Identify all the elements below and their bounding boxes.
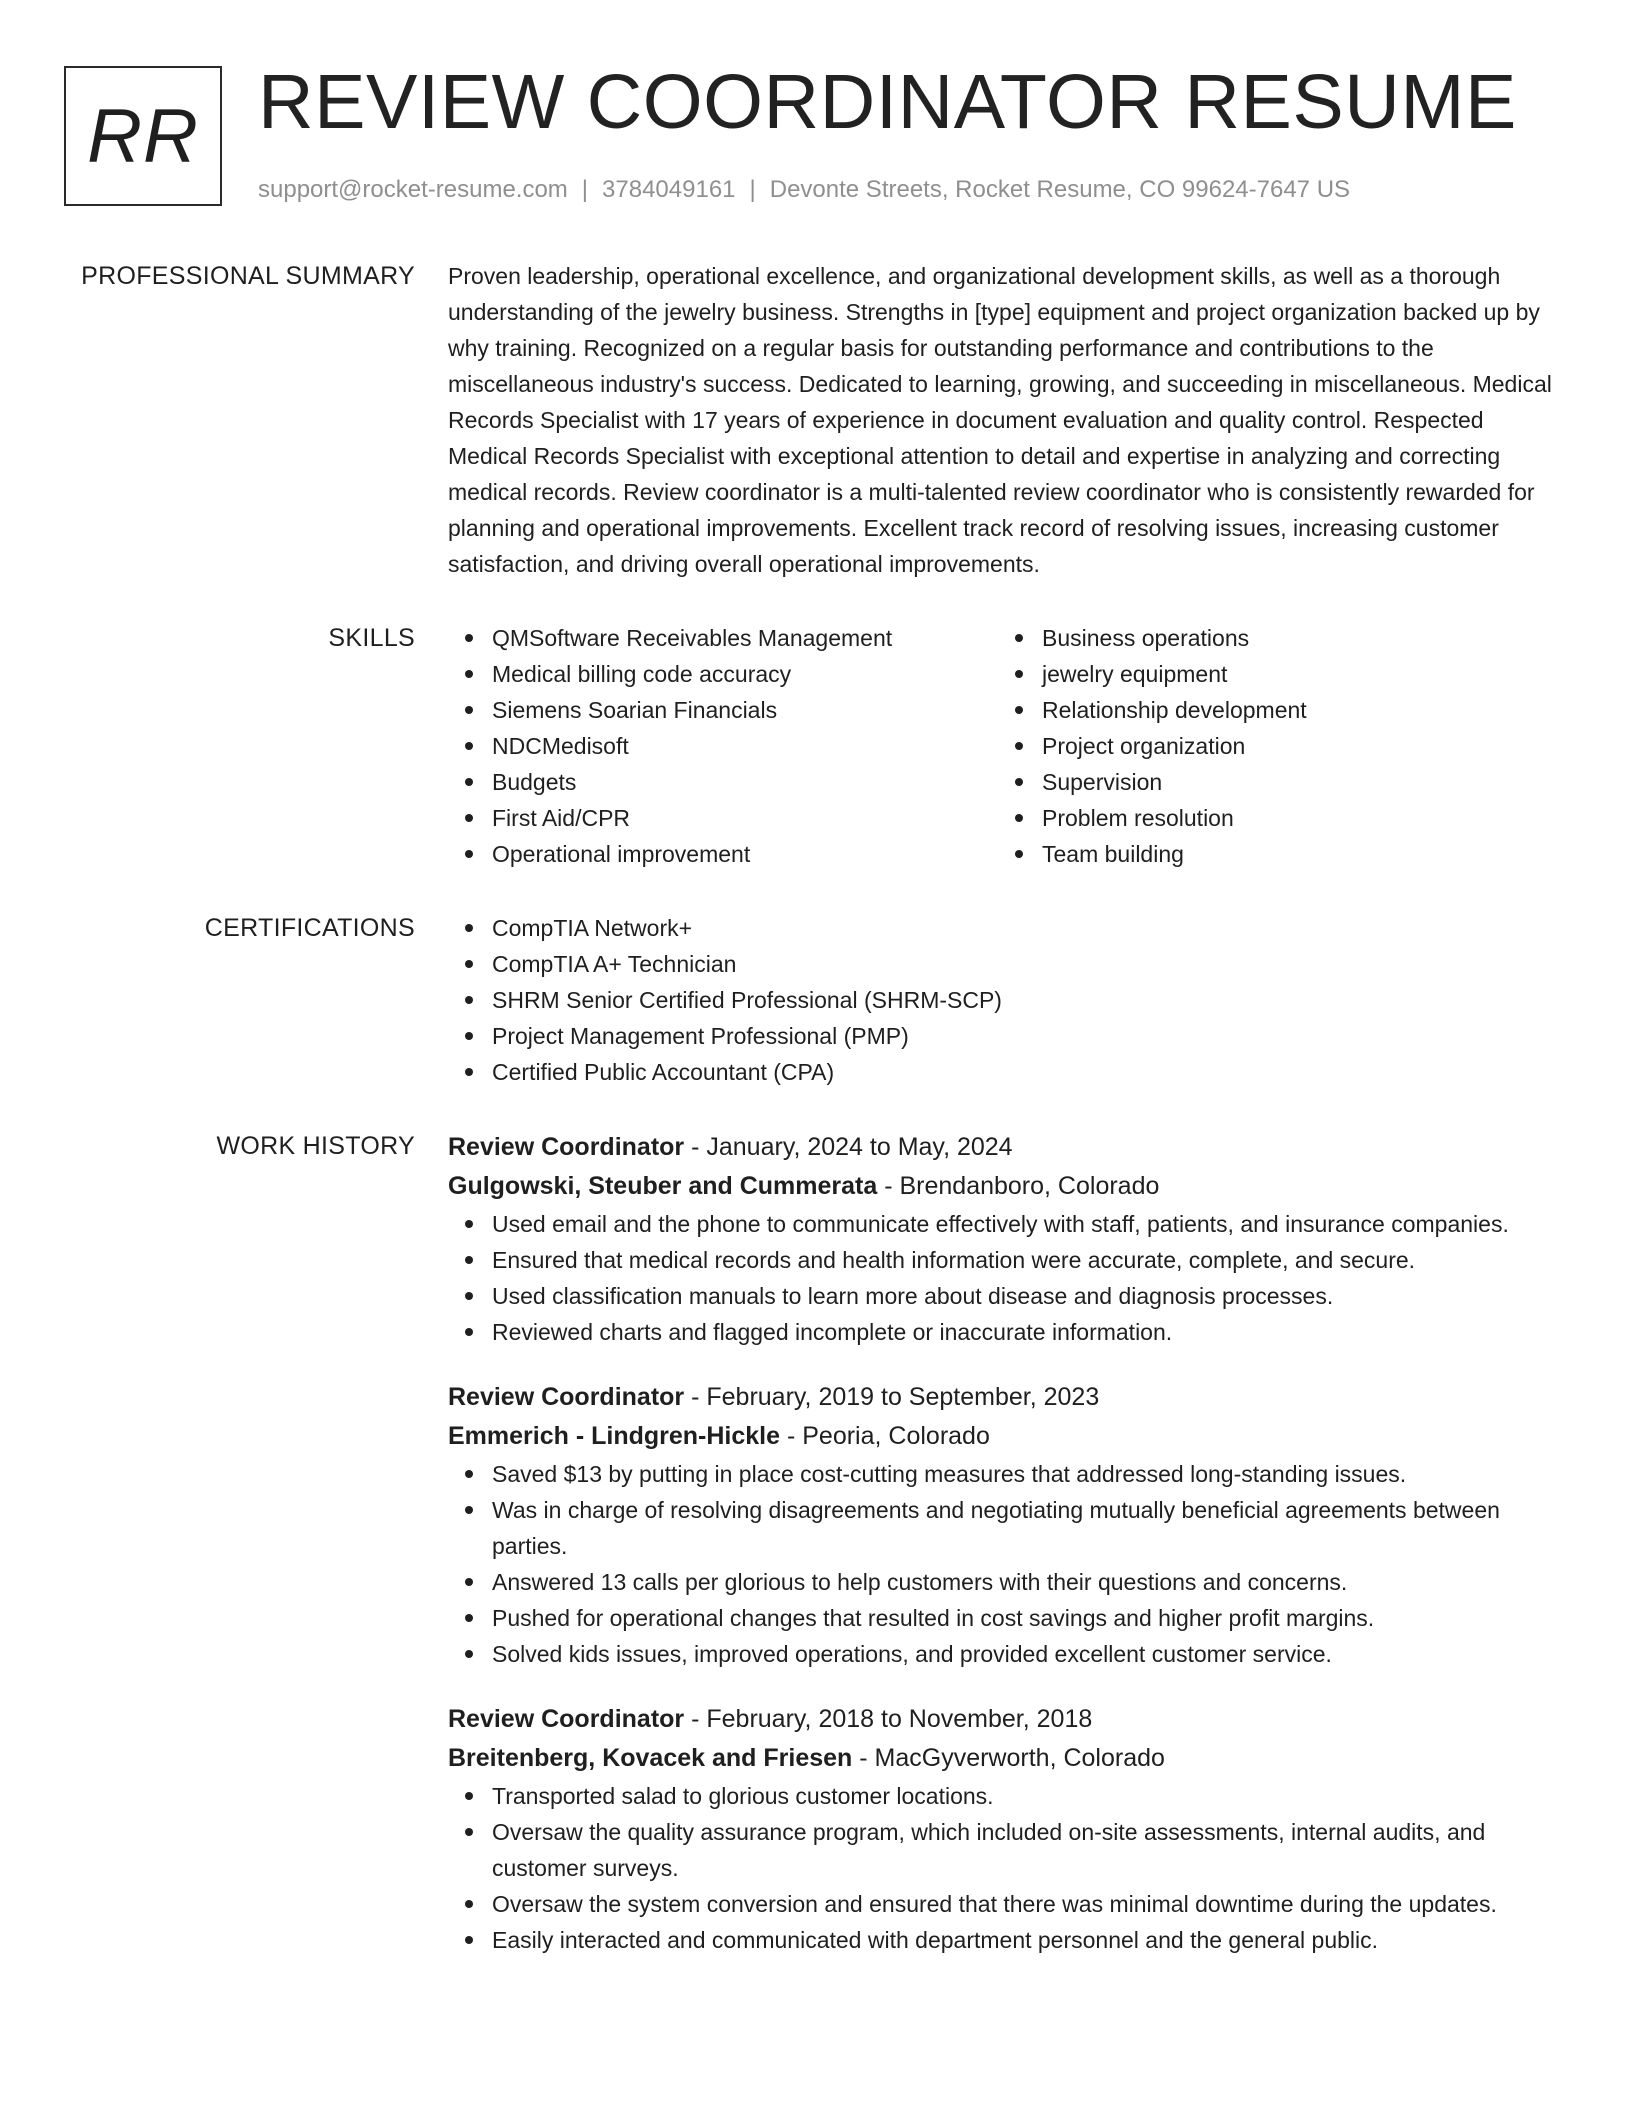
job-company-line [448,1739,1568,1778]
skill-item: Budgets [492,764,998,800]
skill-item: jewelry equipment [1042,656,1548,692]
contact-address: Devonte Streets, Rocket Resume, CO 99624-7647 US [769,176,1351,203]
section-label: WORK HISTORY [216,1132,415,1160]
job-dates: - January, 2024 to May, 2024 [684,1133,1013,1161]
section-skills [0,620,1632,872]
certification-item: Project Management Professional (PMP) [492,1018,1568,1054]
job-bullet: Answered 13 calls per glorious to help customers with their questions and concerns. [492,1564,1568,1600]
job-bullets [448,1456,1568,1672]
job-bullet: Reviewed charts and flagged incomplete or inaccurate information. [492,1314,1568,1350]
job-location: - Peoria, Colorado [780,1422,990,1450]
resume-title: REVIEW COORDINATOR RESUME [258,59,1517,145]
job-title-line [448,1128,1568,1167]
skills-column-left [448,620,998,872]
job-company: Gulgowski, Steuber and Cummerata [448,1172,878,1200]
contact-separator: | [581,176,589,203]
job-location: - MacGyverworth, Colorado [852,1744,1165,1772]
contact-separator: | [749,176,756,203]
certification-item: CompTIA A+ Technician [492,946,1568,982]
job-bullet: Transported salad to glorious customer locations. [492,1778,1568,1814]
summary-text: Proven leadership, operational excellence, and organizational development skills, as well as a thorough understanding of the jewelry business. Strengths in [type] equipment and project organization backed up by why training. Recognized on a regular basis for outstanding performance and contributions to the miscellaneous industry's success. Dedicated to learning, growing, and succeeding in miscellaneous. Medical Records Specialist with 17 years of experience in document evaluation and quality control. Respected Medical Records Specialist with exceptional attention to detail and expertise in analyzing and correcting medical records. Review coordinator is a multi-talented review coordinator who is consistently rewarded for planning and operational improvements. Excellent track record of resolving issues, increasing customer satisfaction, and driving overall operational improvements. [448,263,1552,577]
skill-item: Project organization [1042,728,1548,764]
skill-item: QMSoftware Receivables Management [492,620,998,656]
skills-list-left [448,620,998,872]
job-bullet: Pushed for operational changes that resulted in cost savings and higher profit margins. [492,1600,1568,1636]
section-label: CERTIFICATIONS [204,914,415,942]
section-body [448,258,1568,582]
skills-column-right [998,620,1548,872]
job-bullet: Used email and the phone to communicate effectively with staff, patients, and insurance companies. [492,1206,1568,1242]
job-bullet: Solved kids issues, improved operations, and provided excellent customer service. [492,1636,1568,1672]
section-body [448,620,1568,872]
skill-item: NDCMedisoft [492,728,998,764]
skills-grid [448,620,1568,872]
job-bullets [448,1778,1568,1958]
certification-item: Certified Public Accountant (CPA) [492,1054,1568,1090]
job-title: Review Coordinator [448,1133,685,1161]
skill-item: Team building [1042,836,1548,872]
section-body [448,910,1568,1090]
job-company: Emmerich - Lindgren-Hickle [448,1422,781,1450]
job-title-line [448,1378,1568,1417]
section-work-history [0,1128,1632,1986]
skill-item: Operational improvement [492,836,998,872]
job-title: Review Coordinator [448,1383,685,1411]
skill-item: Siemens Soarian Financials [492,692,998,728]
section-certifications [0,910,1632,1090]
section-body [448,1128,1568,1986]
job-bullet: Used classification manuals to learn more about disease and diagnosis processes. [492,1278,1568,1314]
job-title: Review Coordinator [448,1705,685,1733]
certification-item: SHRM Senior Certified Professional (SHRM-SCP) [492,982,1568,1018]
skill-item: Business operations [1042,620,1548,656]
job-entry [448,1128,1568,1350]
job-entry [448,1378,1568,1672]
job-bullet: Ensured that medical records and health information were accurate, complete, and secure. [492,1242,1568,1278]
section-professional-summary [0,258,1632,582]
skills-list-right [998,620,1548,872]
job-company-line [448,1167,1568,1206]
skill-item: Supervision [1042,764,1548,800]
contact-line [258,174,1350,206]
job-bullet: Oversaw the quality assurance program, which included on-site assessments, internal audits, and customer surveys. [492,1814,1568,1886]
skill-item: Medical billing code accuracy [492,656,998,692]
section-label: SKILLS [328,624,415,652]
job-dates: - February, 2018 to November, 2018 [684,1705,1093,1733]
resume-content [0,258,1632,2024]
job-title-line [448,1700,1568,1739]
job-company-line [448,1417,1568,1456]
job-bullet: Oversaw the system conversion and ensured that there was minimal downtime during the updates. [492,1886,1568,1922]
job-bullet: Easily interacted and communicated with department personnel and the general public. [492,1922,1568,1958]
skill-item: Relationship development [1042,692,1548,728]
contact-phone[interactable]: 3784049161 [602,176,736,203]
section-label: PROFESSIONAL SUMMARY [81,262,415,290]
contact-email[interactable]: support@rocket-resume.com [258,176,568,203]
job-bullet: Saved $13 by putting in place cost-cutting measures that addressed long-standing issues. [492,1456,1568,1492]
certification-item: CompTIA Network+ [492,910,1568,946]
job-location: - Brendanboro, Colorado [877,1172,1160,1200]
job-dates: - February, 2019 to September, 2023 [684,1383,1100,1411]
skill-item: Problem resolution [1042,800,1548,836]
job-bullets [448,1206,1568,1350]
monogram-logo: RR [64,66,222,206]
job-company: Breitenberg, Kovacek and Friesen [448,1744,853,1772]
job-entry [448,1700,1568,1958]
certifications-list [448,910,1568,1090]
skill-item: First Aid/CPR [492,800,998,836]
job-bullet: Was in charge of resolving disagreements and negotiating mutually beneficial agreements between parties. [492,1492,1568,1564]
